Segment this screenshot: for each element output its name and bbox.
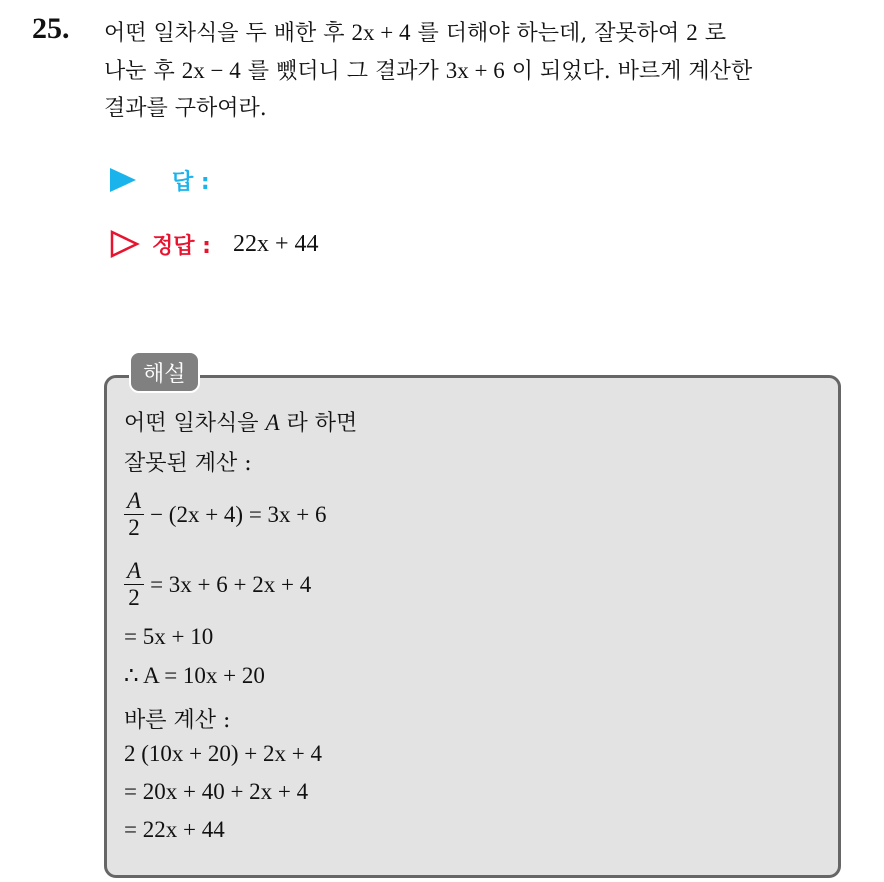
correct-answer-value: 22x + 44 [232, 230, 319, 257]
fraction-denominator: 2 [128, 515, 140, 540]
problem-line-1 [104, 14, 864, 52]
fraction [124, 488, 144, 541]
correct-answer-label: 정답 : [152, 233, 211, 259]
answer-label: 답 : [172, 169, 210, 195]
play-triangle-icon [110, 168, 136, 192]
outline-triangle-icon [110, 230, 140, 258]
math-expression: 2 [686, 20, 698, 45]
math-expression: = 3x + 6 + 2x + 4 [150, 571, 312, 597]
text-segment: 라 하면 [279, 411, 358, 436]
text-segment: 이 되었다. 바르게 계산한 [504, 59, 753, 84]
text-segment: 어떤 일차식을 두 배한 후 [104, 21, 352, 46]
problem-number: 25. [32, 12, 70, 45]
math-expression: 3x + 6 [445, 58, 505, 83]
math-expression: − (2x + 4) = 3x + 6 [150, 501, 327, 527]
solution-line: 잘못된 계산 : [124, 451, 252, 476]
answer-row [110, 160, 210, 200]
solution-line: = 5x + 10 [124, 624, 214, 649]
solution-line: 바른 계산 : [124, 708, 231, 733]
solution-line [124, 406, 357, 437]
solution-line: = 20x + 40 + 2x + 4 [124, 779, 309, 804]
math-expression: 2x − 4 [181, 58, 241, 83]
solution-line: ∴ A = 10x + 20 [124, 663, 265, 688]
text-segment: 를 더해야 하는데, 잘못하여 [410, 21, 687, 46]
fraction-numerator: A [124, 558, 144, 585]
text-segment: 로 [697, 21, 726, 46]
text-segment: 나눈 후 [104, 59, 182, 84]
solution-line [124, 558, 311, 611]
math-expression: 2x + 4 [351, 20, 411, 45]
fraction-numerator: A [124, 488, 144, 515]
text-segment: 어떤 일차식을 [124, 411, 266, 436]
solution-line [124, 488, 327, 541]
correct-answer-row [110, 224, 319, 264]
problem-line-2 [104, 52, 864, 90]
solution-line: = 22x + 44 [124, 817, 225, 842]
solution-tag: 해설 [129, 351, 200, 393]
text-segment: 를 뺐더니 그 결과가 [240, 59, 446, 84]
fraction [124, 558, 144, 611]
solution-line: 2 (10x + 20) + 2x + 4 [124, 741, 322, 766]
problem-text [104, 14, 864, 127]
problem-line-3: 결과를 구하여라. [104, 96, 267, 121]
fraction-denominator: 2 [128, 585, 140, 610]
math-expression: A [265, 410, 280, 435]
